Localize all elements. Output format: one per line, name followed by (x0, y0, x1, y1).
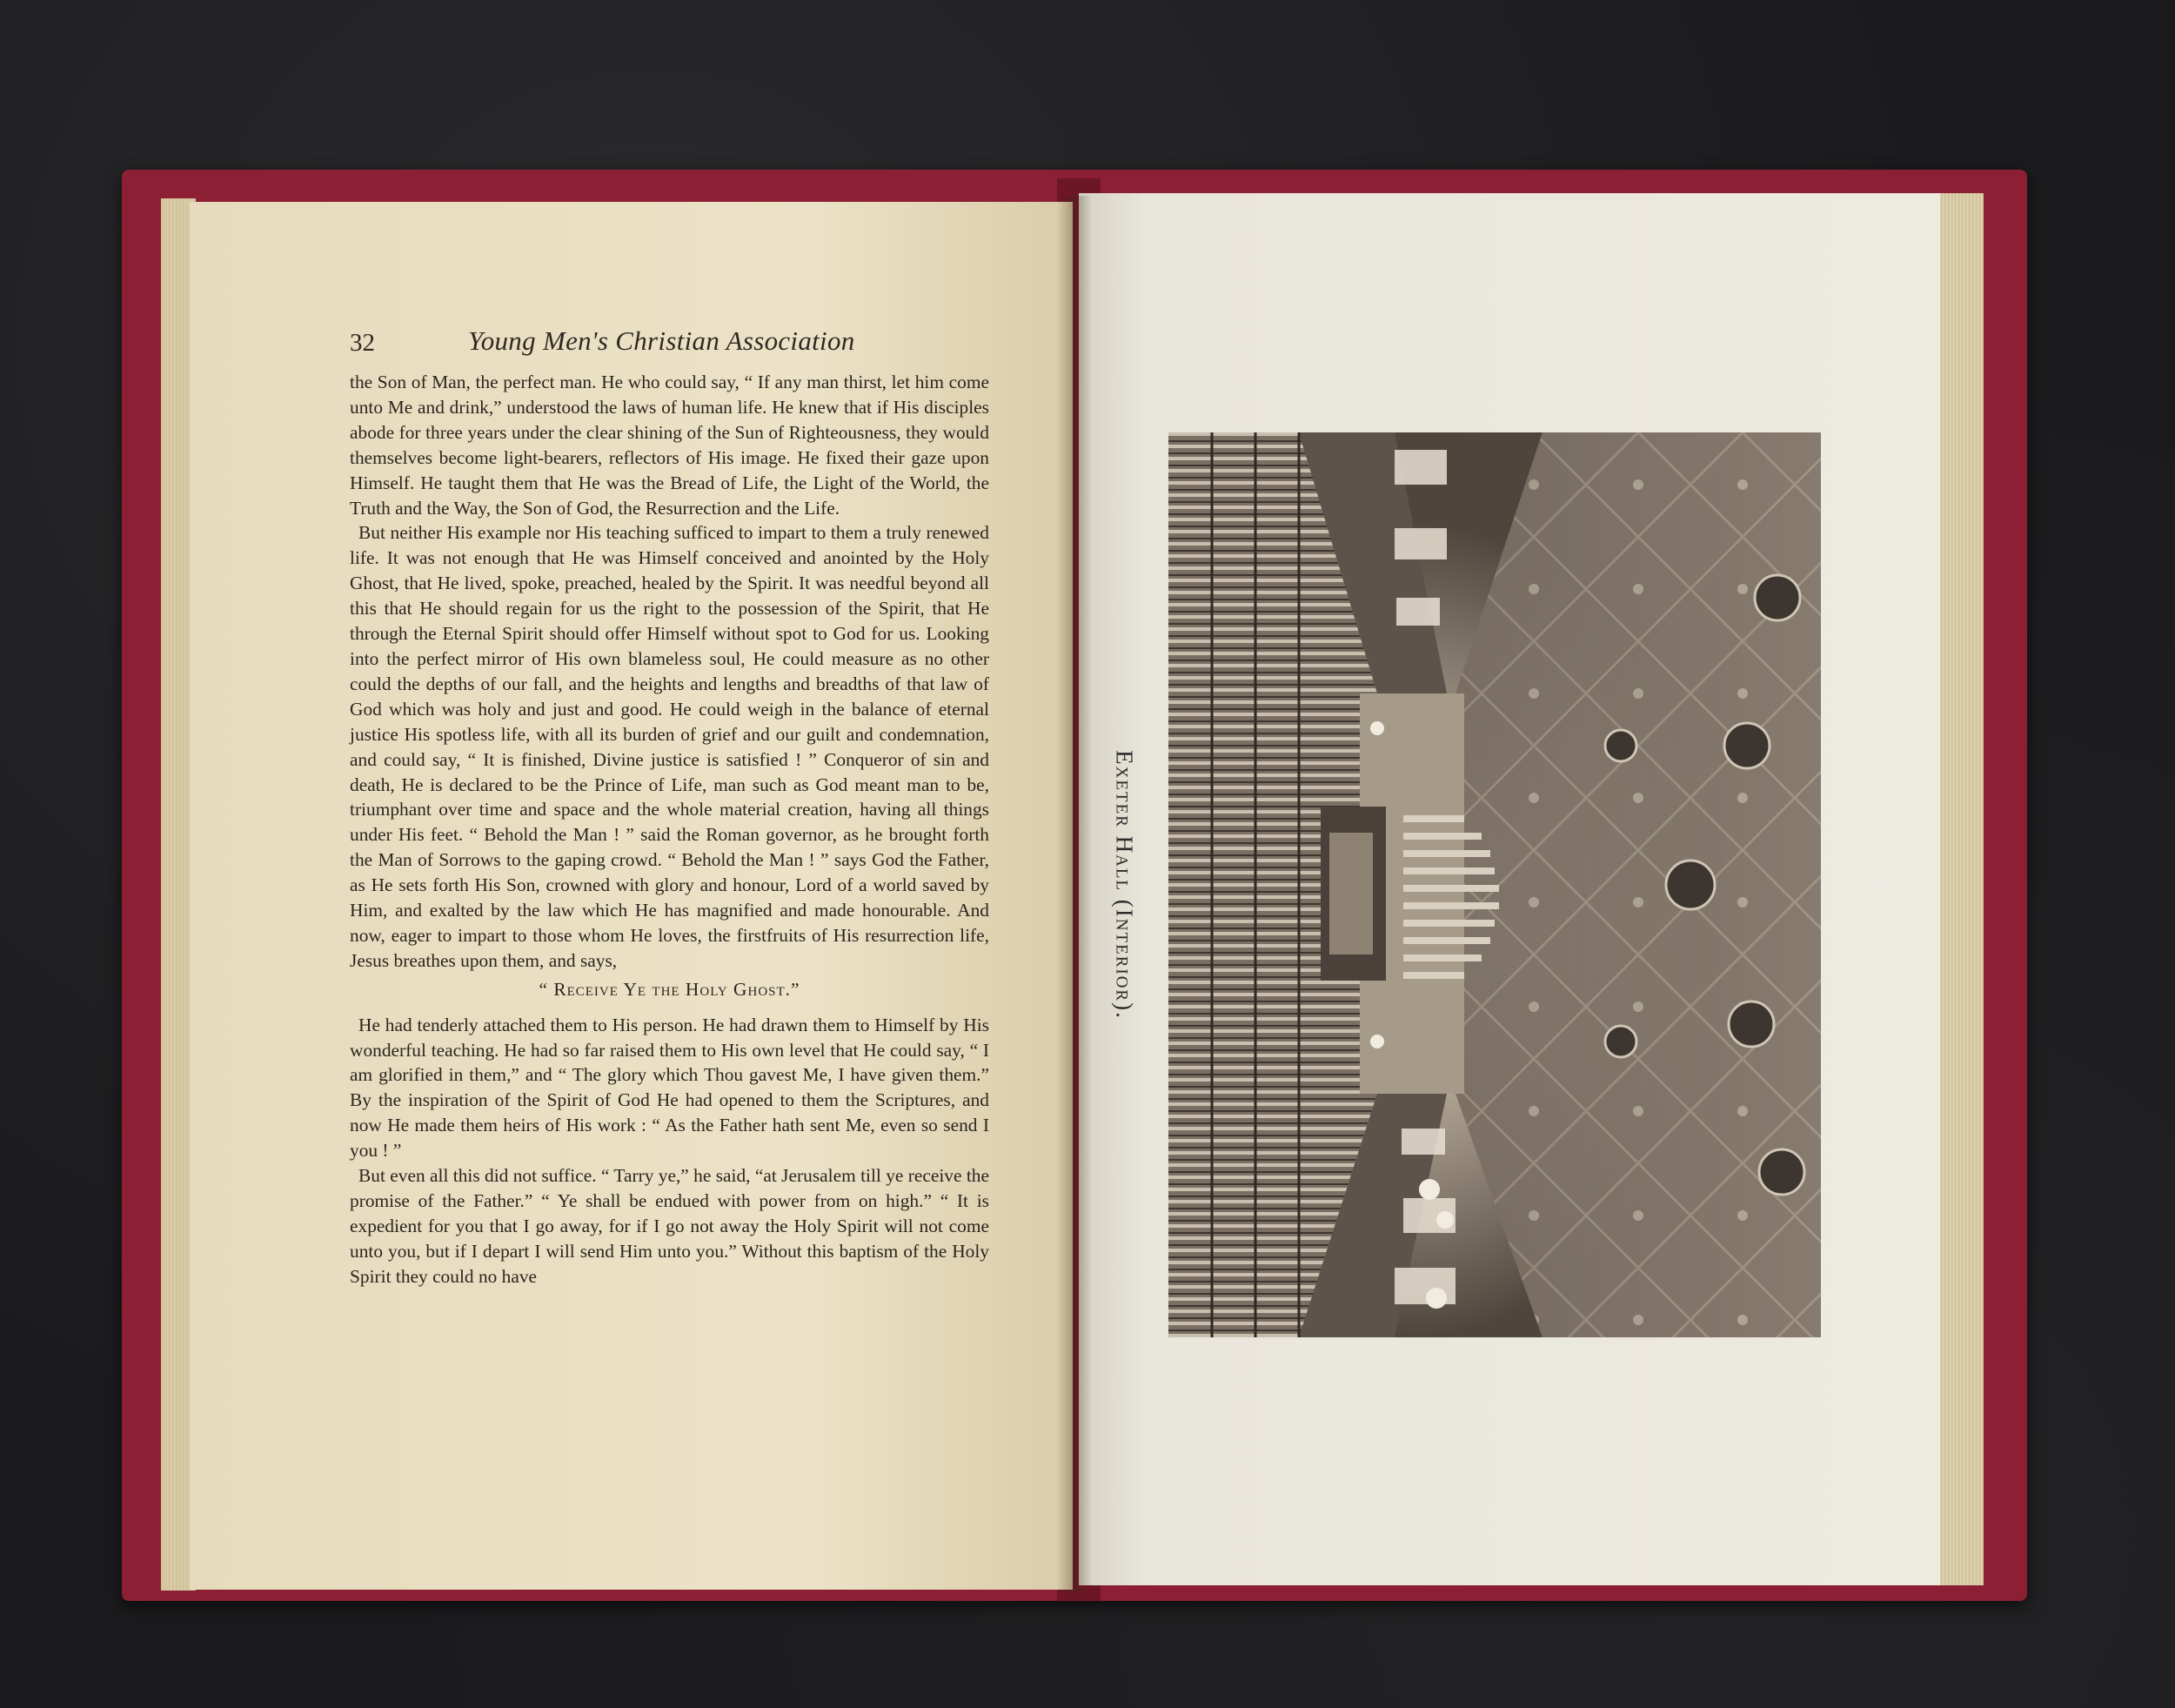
plate-caption: Exeter Hall (Interior). (1111, 750, 1138, 1020)
left-page-text (350, 370, 989, 1289)
paragraph-4: But even all this did not suffice. “ Tarry ye,” he said, “at Jerusalem till ye receive the promise of the Father.” “ Ye shall be endued with power from on high.” “ It is expedient for you that I go away, for if I go not away the Holy Spirit will not come unto you, but if I depart I will send Him unto you.” Without this baptism of the Holy Spirit they could no have (350, 1165, 989, 1287)
running-title: Young Men's Christian Association (468, 325, 855, 356)
exeter-hall-photograph (1168, 432, 1821, 1337)
book-gutter (1057, 196, 1092, 1592)
section-heading: “ Receive Ye the Holy Ghost.” (539, 978, 800, 1000)
paragraph-1: the Son of Man, the perfect man. He who could say, “ If any man thirst, let him come unto Me and drink,” understood the laws of human life. He knew that if His disciples abode for three years under the clear shining of the Sun of Righteousness, they would themselves become light-bearers, reflectors of His image. He fixed their gaze upon Himself. He taught them that He was the Bread of Life, the Light of the World, the Truth and the Way, the Son of God, the Resurrection and the Life. (350, 372, 989, 519)
paragraph-2: But neither His example nor His teaching sufficed to impart to them a truly renewed life. It was not enough that He was Himself conceived and anointed by the Holy Ghost, that He lived, spoke, preached, healed by the Spirit. It was needful beyond all this that He should regain for us the right to the possession of the Spirit, that He through the Eternal Spirit should offer Himself without spot to God for us. Looking into the perfect mirror of His own blameless soul, He could measure as no other could the depths of our fall, and the heights and lengths and breadths of that law of God which was holy and just and good. He could weigh in the balance of eternal justice His spotless life, with all its burden of grief and our guilt and condemnation, and could say, “ It is finished, Divine justice is satisfied ! ” Conqueror of sin and death, He is declared to be the Prince of Life, man such as God meant man to be, triumphant over time and space and the whole material creation, having all things under His feet. “ Behold the Man ! ” said the Roman governor, as he brought forth the Man of Sorrows to the gaping crowd. “ Behold the Man ! ” says God the Father, as He sets forth His Son, crowned with glory and honour, Lord of a world saved by Him, and exalted by the law which He has magnified and made honourable. And now, eager to impart to those whom He loves, the firstfruits of His resurrection life, Jesus breathes upon them, and says, (350, 522, 989, 971)
page-number: 32 (350, 329, 375, 357)
right-page-edges (1933, 193, 1984, 1585)
paragraph-3: He had tenderly attached them to His person. He had drawn them to Himself by His wonderful teaching. He had so far raised them to His own level that He could say, “ I am glorified in them,” and “ The glory which Thou gavest Me, I have given them.” By the inspiration of the Spirit of God He had opened to them the Scriptures, and now He made them heirs of His work : “ As the Father hath sent Me, even so send I you ! ” (350, 1014, 989, 1162)
hall-interior-illustration (1168, 432, 1821, 1337)
